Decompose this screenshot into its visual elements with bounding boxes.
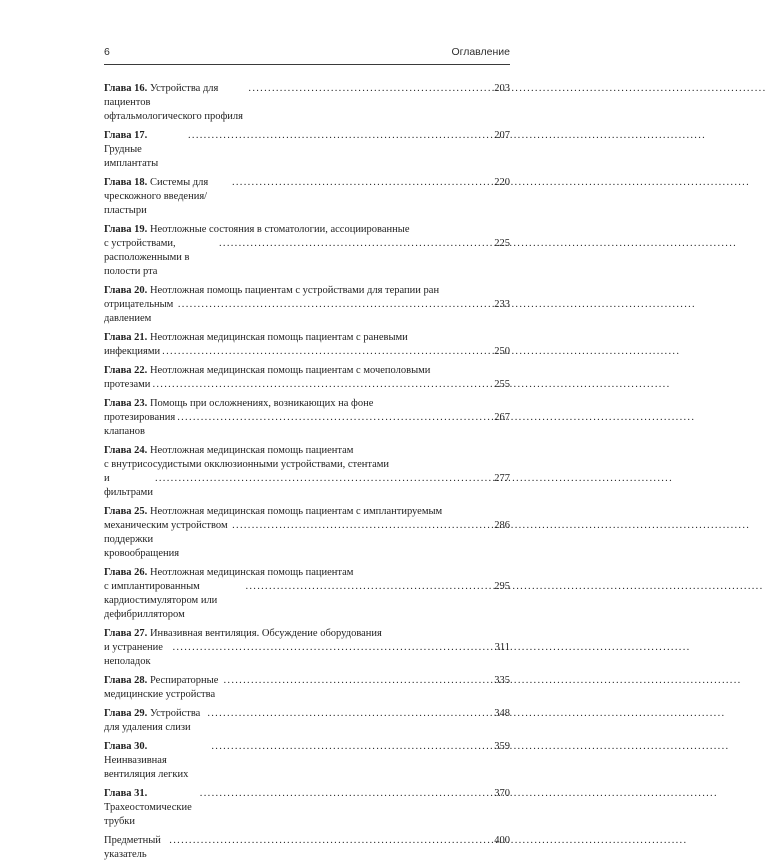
chapter-title-text: Глава 28. Респираторные медицинские устройства: [104, 675, 219, 700]
toc-line: [104, 331, 510, 345]
chapter-page-number: 286: [494, 520, 510, 531]
toc-entry: [104, 787, 510, 829]
chapter-page-number: 370: [494, 788, 510, 799]
toc-line: [104, 298, 510, 326]
dot-leader: [200, 787, 490, 801]
chapter-label: Глава 31.: [104, 788, 148, 799]
chapter-page-number: 233: [494, 299, 510, 310]
chapter-title-text: Глава 18. Системы для чрескожного введения/пластыри: [104, 177, 209, 216]
dot-leader: [162, 345, 490, 359]
toc-entry: [104, 674, 510, 702]
chapter-title-text: с имплантированным кардиостимулятором или дефибриллятором: [104, 581, 218, 620]
toc-line: [104, 82, 510, 124]
chapter-title-text: Глава 27. Инвазивная вентиляция. Обсуждение оборудования: [104, 628, 382, 639]
chapter-title-text: Глава 30. Неинвазивная вентиляция легких: [104, 741, 189, 780]
toc-line: [104, 378, 510, 392]
toc-entry: [104, 707, 510, 735]
chapter-title-text: Глава 29. Устройства для удаления слизи: [104, 708, 201, 733]
toc-line: [104, 834, 510, 862]
toc-line: [104, 505, 510, 519]
toc-entry: [104, 740, 510, 782]
chapter-title-text: Глава 17. Грудные имплантаты: [104, 130, 159, 169]
chapter-label: Глава 17.: [104, 130, 148, 141]
chapter-label: Глава 25.: [104, 506, 148, 517]
running-title: Оглавление: [451, 46, 510, 58]
toc-entry: [104, 505, 510, 561]
chapter-title-text: с устройствами, расположенными в полости рта: [104, 238, 190, 277]
chapter-title-text: инфекциями: [104, 346, 161, 357]
chapter-title-text: Глава 20. Неотложная помощь пациентам с устройствами для терапии ран: [104, 285, 440, 296]
toc-entry: [104, 223, 510, 279]
dot-leader: [219, 237, 490, 251]
chapter-label: Глава 27.: [104, 628, 148, 639]
toc-line: [104, 345, 510, 359]
chapter-label: Глава 28.: [104, 675, 148, 686]
chapter-label: Глава 20.: [104, 285, 148, 296]
chapter-label: Глава 23.: [104, 398, 148, 409]
toc-line: [104, 444, 510, 458]
toc-line: [104, 223, 510, 237]
chapter-title-text: Предметный указатель: [104, 835, 161, 860]
chapter-page-number: 203: [494, 83, 510, 94]
dot-leader: [223, 674, 490, 688]
chapter-page-number: 400: [494, 835, 510, 846]
toc-line: [104, 472, 510, 500]
chapter-title-text: и устранение неполадок: [104, 642, 163, 667]
chapter-label: Глава 19.: [104, 224, 148, 235]
chapter-page-number: 335: [494, 675, 510, 686]
chapter-label: Глава 18.: [104, 177, 148, 188]
chapter-title-text: Глава 21. Неотложная медицинская помощь пациентам с раневыми: [104, 332, 408, 343]
dot-leader: [188, 129, 490, 143]
chapter-label: Глава 22.: [104, 365, 148, 376]
toc-entry: [104, 397, 510, 439]
toc-entry: [104, 82, 510, 124]
chapter-title-text: Глава 16. Устройства для пациентов офтальмологического профиля: [104, 83, 243, 122]
toc-line: [104, 641, 510, 669]
page-content: [104, 46, 510, 867]
chapter-title-text: Глава 26. Неотложная медицинская помощь пациентам: [104, 567, 354, 578]
dot-leader: [172, 641, 490, 655]
dot-leader: [152, 378, 490, 392]
chapter-page-number: 277: [494, 473, 510, 484]
chapter-title-text: и фильтрами: [104, 473, 153, 498]
toc-line: [104, 519, 510, 561]
chapter-title-text: протезами: [104, 379, 151, 390]
toc-line: [104, 707, 510, 735]
toc-entry: [104, 284, 510, 326]
chapter-page-number: 255: [494, 379, 510, 390]
chapter-page-number: 359: [494, 741, 510, 752]
page-number-header: 6: [104, 46, 110, 58]
chapter-title-text: Глава 25. Неотложная медицинская помощь пациентам с имплантируемым: [104, 506, 443, 517]
dot-leader: [211, 740, 490, 754]
chapter-page-number: 220: [494, 177, 510, 188]
toc-line: [104, 566, 510, 580]
toc-line: [104, 411, 510, 439]
dot-leader: [155, 472, 490, 486]
toc-entry: [104, 566, 510, 622]
chapter-label: Глава 29.: [104, 708, 148, 719]
chapter-label: Глава 16.: [104, 83, 148, 94]
chapter-title-text: Глава 24. Неотложная медицинская помощь пациентам: [104, 445, 354, 456]
toc-entry: [104, 627, 510, 669]
toc-entry: [104, 834, 510, 862]
toc-line: [104, 627, 510, 641]
chapter-page-number: 348: [494, 708, 510, 719]
chapter-title-text: механическим устройством поддержки кровообращения: [104, 520, 228, 559]
dot-leader: [232, 176, 490, 190]
chapter-title-text: протезирования клапанов: [104, 412, 176, 437]
chapter-title-text: Глава 22. Неотложная медицинская помощь пациентам с мочеполовыми: [104, 365, 431, 376]
running-header: [104, 46, 510, 65]
toc-list: [104, 82, 510, 862]
toc-line: [104, 740, 510, 782]
chapter-label: Глава 26.: [104, 567, 148, 578]
chapter-page-number: 311: [494, 642, 510, 653]
chapter-page-number: 295: [494, 581, 510, 592]
chapter-page-number: 225: [494, 238, 510, 249]
chapter-page-number: 207: [494, 130, 510, 141]
chapter-label: Глава 30.: [104, 741, 148, 752]
dot-leader: [245, 580, 490, 594]
toc-entry: [104, 444, 510, 500]
chapter-page-number: 267: [494, 412, 510, 423]
toc-entry: [104, 129, 510, 171]
chapter-title-text: отрицательным давлением: [104, 299, 174, 324]
chapter-page-number: 250: [494, 346, 510, 357]
chapter-label: Глава 21.: [104, 332, 148, 343]
toc-line: [104, 580, 510, 622]
dot-leader: [207, 707, 490, 721]
toc-line: [104, 129, 510, 171]
dot-leader: [178, 298, 490, 312]
dot-leader: [169, 834, 490, 848]
toc-entry: [104, 331, 510, 359]
toc-line: [104, 674, 510, 702]
toc-line: [104, 787, 510, 829]
toc-entry: [104, 364, 510, 392]
toc-entry: [104, 176, 510, 218]
chapter-title-text: Глава 19. Неотложные состояния в стоматологии, ассоциированные: [104, 224, 410, 235]
toc-line: [104, 364, 510, 378]
dot-leader: [248, 82, 490, 96]
toc-line: [104, 284, 510, 298]
toc-line: [104, 397, 510, 411]
toc-line: [104, 176, 510, 218]
chapter-title-text: с внутрисосудистыми окклюзионными устройствами, стентами: [104, 459, 390, 470]
dot-leader: [177, 411, 490, 425]
dot-leader: [232, 519, 490, 533]
chapter-title-text: Глава 23. Помощь при осложнениях, возникающих на фоне: [104, 398, 374, 409]
chapter-title-text: Глава 31. Трахеостомические трубки: [104, 788, 192, 827]
toc-line: [104, 237, 510, 279]
toc-line: [104, 458, 510, 472]
chapter-label: Глава 24.: [104, 445, 148, 456]
